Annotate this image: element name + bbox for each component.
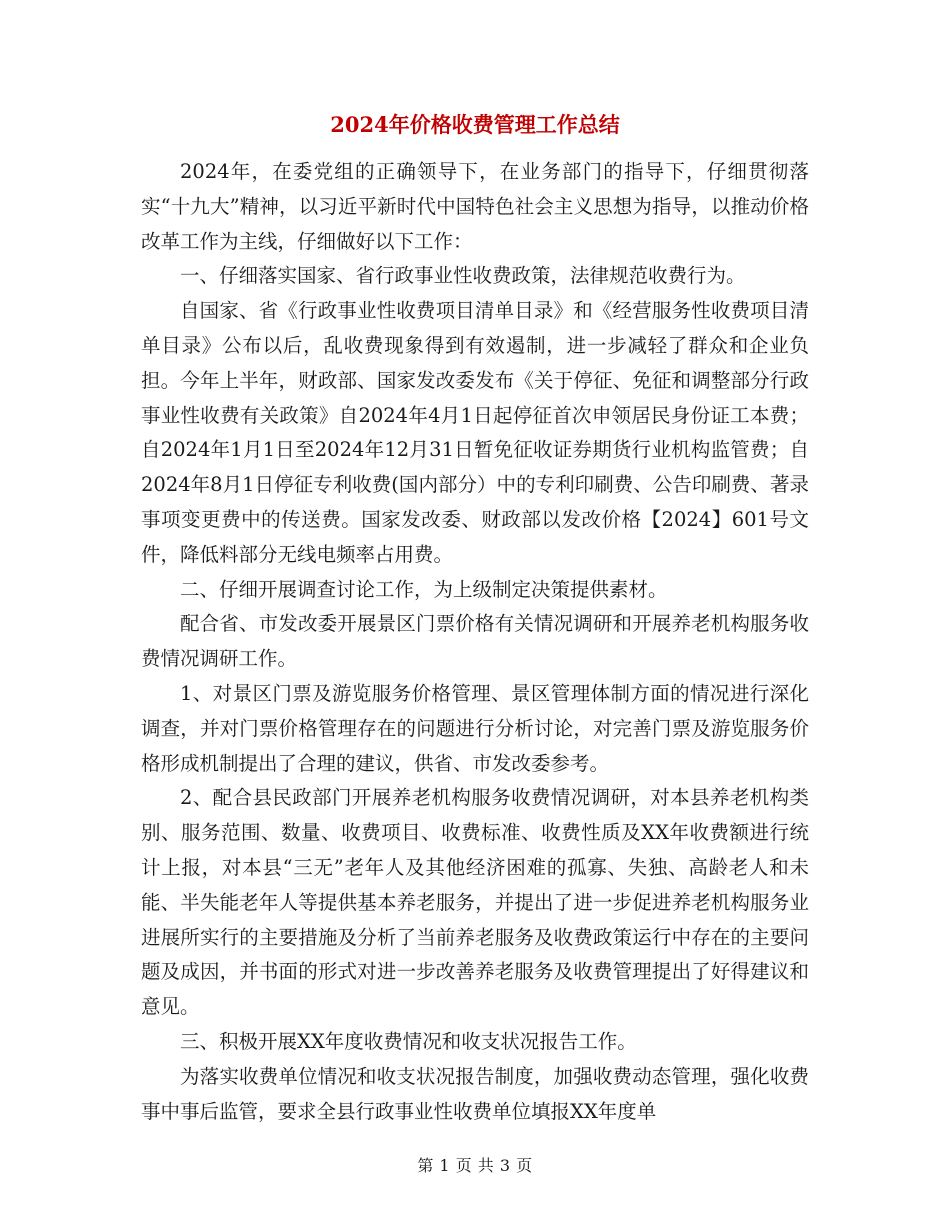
section-heading: 三、积极开展XX年度收费情况和收支状况报告工作。 <box>180 1029 637 1053</box>
paragraph: 2024年，在委党组的正确领导下，在业务部门的指导下，仔细贯彻落实“十九大”精神，以习近平新时代中国特色社会主义思想为指导，以推动价格改革工作为主线，仔细做好以下工作： <box>141 160 809 253</box>
paragraph: 配合省、市发改委开展景区门票价格有关情况调研和开展养老机构服务收费情况调研工作。 <box>141 612 809 671</box>
paragraph: 1、对景区门票及游览服务价格管理、景区管理体制方面的情况进行深化调查，并对门票价格管理存在的问题进行分析讨论，对完善门票及游览服务价格形成机制提出了合理的建议，供省、市发改委参考。 <box>141 681 809 775</box>
paragraph: 自国家、省《行政事业性收费项目清单目录》和《经营服务性收费项目清单目录》公布以后，乱收费现象得到有效遏制，进一步减轻了群众和企业负担。今年上半年，财政部、国家发改委发布《关于停征、免征和调整部分行政事业性收费有关政策》自2024年4月1日起停征首次申领居民身份证工本费；自2024年1月1日至2024年12月31日暂免征收证券期货行业机构监管费；自2024年8月1日停征专利收费(国内部分）中的专利印刷费、公告印刷费、著录事项变更费中的传送费。国家发改委、财政部以发改价格【2024】601号文件，降低料部分无线电频率占用费。 <box>141 299 809 566</box>
section-heading: 二、仔细开展调查讨论工作，为上级制定决策提供素材。 <box>180 577 668 601</box>
paragraph: 为落实收费单位情况和收支状况报告制度，加强收费动态管理，强化收费事中事后监管，要求全县行政事业性收费单位填报XX年度单 <box>141 1064 809 1123</box>
section-heading: 一、仔细落实国家、省行政事业性收费政策，法律规范收费行为。 <box>180 264 746 288</box>
document-title: 2024年价格收费管理工作总结 <box>330 112 620 137</box>
document-body <box>141 155 809 1129</box>
paragraph: 2、配合县民政部门开展养老机构服务收费情况调研，对本县养老机构类别、服务范围、数量、收费项目、收费标准、收费性质及XX年收费额进行统计上报，对本县“三无”老年人及其他经济困难的孤寡、失独、高龄老人和未能、半失能老年人等提供基本养老服务，并提出了进一步促进养老机构服务业进展所实行的主要措施及分析了当前养老服务及收费政策运行中存在的主要问题及成因，并书面的形式对进一步改善养老服务及收费管理提出了好得建议和意见。 <box>141 786 809 1019</box>
page-number-footer: 第 1 页 共 3 页 <box>417 1156 533 1175</box>
